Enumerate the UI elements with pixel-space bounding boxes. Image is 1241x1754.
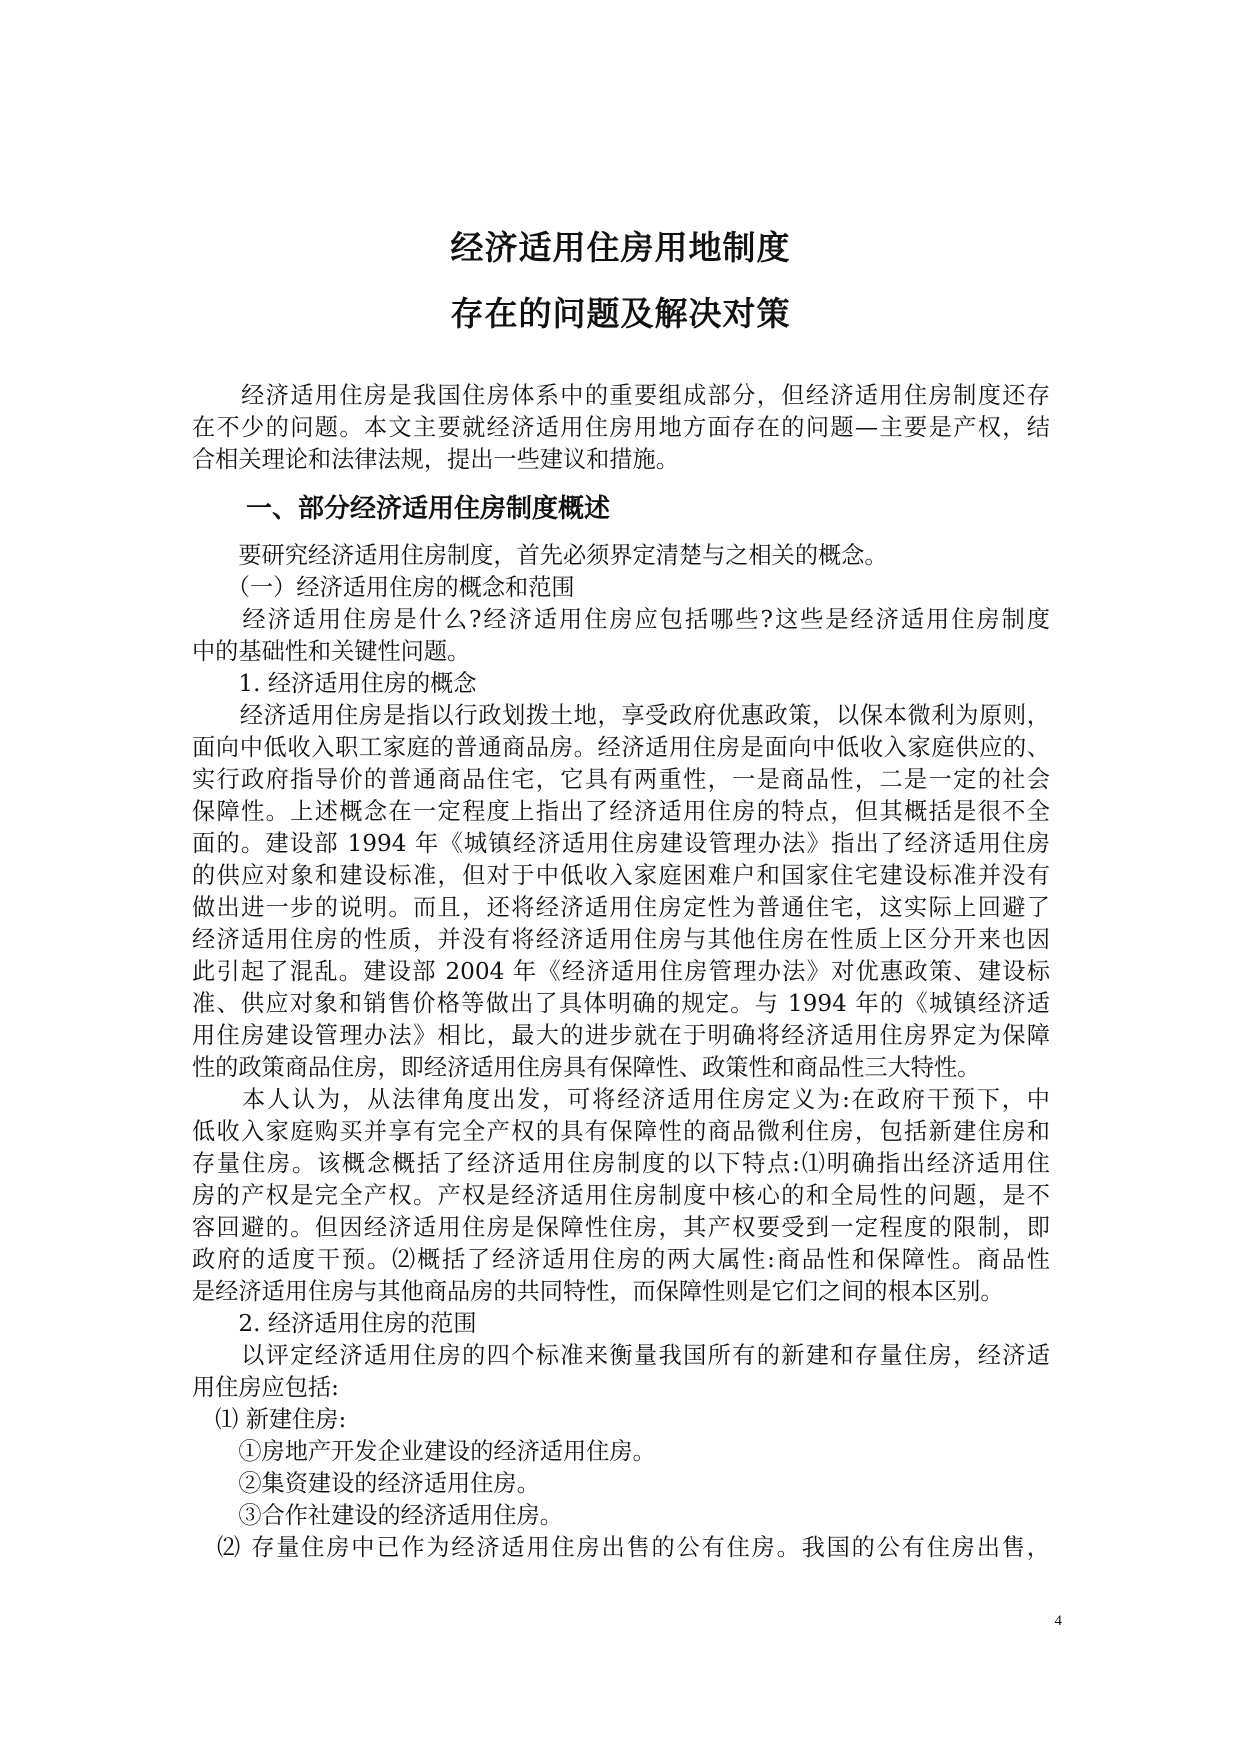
subsection-heading: 2. 经济适用住房的范围 — [192, 1310, 477, 1337]
document-title-line-2: 存在的问题及解决对策 — [450, 294, 791, 333]
paragraph-line: 经济适用住房是指以行政划拨土地，享受政府优惠政策，以保本微利为原则， — [192, 702, 1050, 729]
paragraph-line: 经济适用住房是我国住房体系中的重要组成部分，但经济适用住房制度还存 — [192, 382, 1050, 409]
section-heading: 一、部分经济适用住房制度概述 — [246, 494, 611, 524]
paragraph-line: 保障性。上述概念在一定程度上指出了经济适用住房的特点，但其概括是很不全 — [192, 798, 1050, 825]
page-number: 4 — [1054, 1613, 1062, 1629]
paragraph-line: 做出进一步的说明。而且，还将经济适用住房定性为普通住宅，这实际上回避了 — [192, 894, 1050, 921]
paragraph-line: 经济适用住房是什么?经济适用住房应包括哪些?这些是经济适用住房制度 — [192, 606, 1050, 633]
paragraph-line: 实行政府指导价的普通商品住宅，它具有两重性，一是商品性，二是一定的社会 — [192, 766, 1050, 793]
paragraph-line: 在不少的问题。本文主要就经济适用住房用地方面存在的问题—主要是产权，结 — [192, 414, 1050, 441]
paragraph-line: 用住房应包括: — [192, 1374, 339, 1401]
list-item: ⑴ 新建住房: — [192, 1406, 347, 1433]
list-item: ③合作社建设的经济适用住房。 — [192, 1502, 563, 1529]
document-title-line-1: 经济适用住房用地制度 — [450, 228, 791, 267]
paragraph-line: 本人认为，从法律角度出发，可将经济适用住房定义为:在政府干预下，中 — [192, 1086, 1050, 1113]
paragraph-line: 的供应对象和建设标准，但对于中低收入家庭困难户和国家住宅建设标准并没有 — [192, 862, 1050, 889]
paragraph-line: 房的产权是完全产权。产权是经济适用住房制度中核心的和全局性的问题，是不 — [192, 1182, 1050, 1209]
subsection-heading: （一）经济适用住房的概念和范围 — [192, 574, 575, 601]
paragraph-line: 容回避的。但因经济适用住房是保障性住房，其产权要受到一定程度的限制，即 — [192, 1214, 1050, 1241]
paragraph-line: 用住房建设管理办法》相比，最大的进步就在于明确将经济适用住房界定为保障 — [192, 1022, 1050, 1049]
paragraph-line: 要研究经济适用住房制度，首先必须界定清楚与之相关的概念。 — [192, 542, 888, 569]
paragraph-line: 中的基础性和关键性问题。 — [192, 638, 471, 665]
paragraph-line: 此引起了混乱。建设部 2004 年《经济适用住房管理办法》对优惠政策、建设标 — [192, 958, 1050, 985]
paragraph-line: 存量住房。该概念概括了经济适用住房制度的以下特点:⑴明确指出经济适用住 — [192, 1150, 1050, 1177]
list-item: ②集资建设的经济适用住房。 — [192, 1470, 540, 1497]
paragraph-line: 面的。建设部 1994 年《城镇经济适用住房建设管理办法》指出了经济适用住房 — [192, 830, 1050, 857]
paragraph-line: 面向中低收入职工家庭的普通商品房。经济适用住房是面向中低收入家庭供应的、 — [192, 734, 1050, 761]
paragraph-line: 政府的适度干预。⑵概括了经济适用住房的两大属性:商品性和保障性。商品性 — [192, 1246, 1050, 1273]
list-item: ①房地产开发企业建设的经济适用住房。 — [192, 1438, 656, 1465]
paragraph-line: 以评定经济适用住房的四个标准来衡量我国所有的新建和存量住房，经济适 — [192, 1342, 1050, 1369]
paragraph-line: 是经济适用住房与其他商品房的共同特性，而保障性则是它们之间的根本区别。 — [192, 1278, 1004, 1305]
paragraph-line: 经济适用住房的性质，并没有将经济适用住房与其他住房在性质上区分开来也因 — [192, 926, 1050, 953]
paragraph-line: 低收入家庭购买并享有完全产权的具有保障性的商品微利住房，包括新建住房和 — [192, 1118, 1050, 1145]
subsection-heading: 1. 经济适用住房的概念 — [192, 670, 477, 697]
paragraph-line: 合相关理论和法律法规，提出一些建议和措施。 — [192, 446, 679, 473]
paragraph-line: 准、供应对象和销售价格等做出了具体明确的规定。与 1994 年的《城镇经济适 — [192, 990, 1050, 1017]
paragraph-line: 性的政策商品住房，即经济适用住房具有保障性、政策性和商品性三大特性。 — [192, 1054, 981, 1081]
list-item: ⑵ 存量住房中已作为经济适用住房出售的公有住房。我国的公有住房出售， — [192, 1534, 1050, 1561]
